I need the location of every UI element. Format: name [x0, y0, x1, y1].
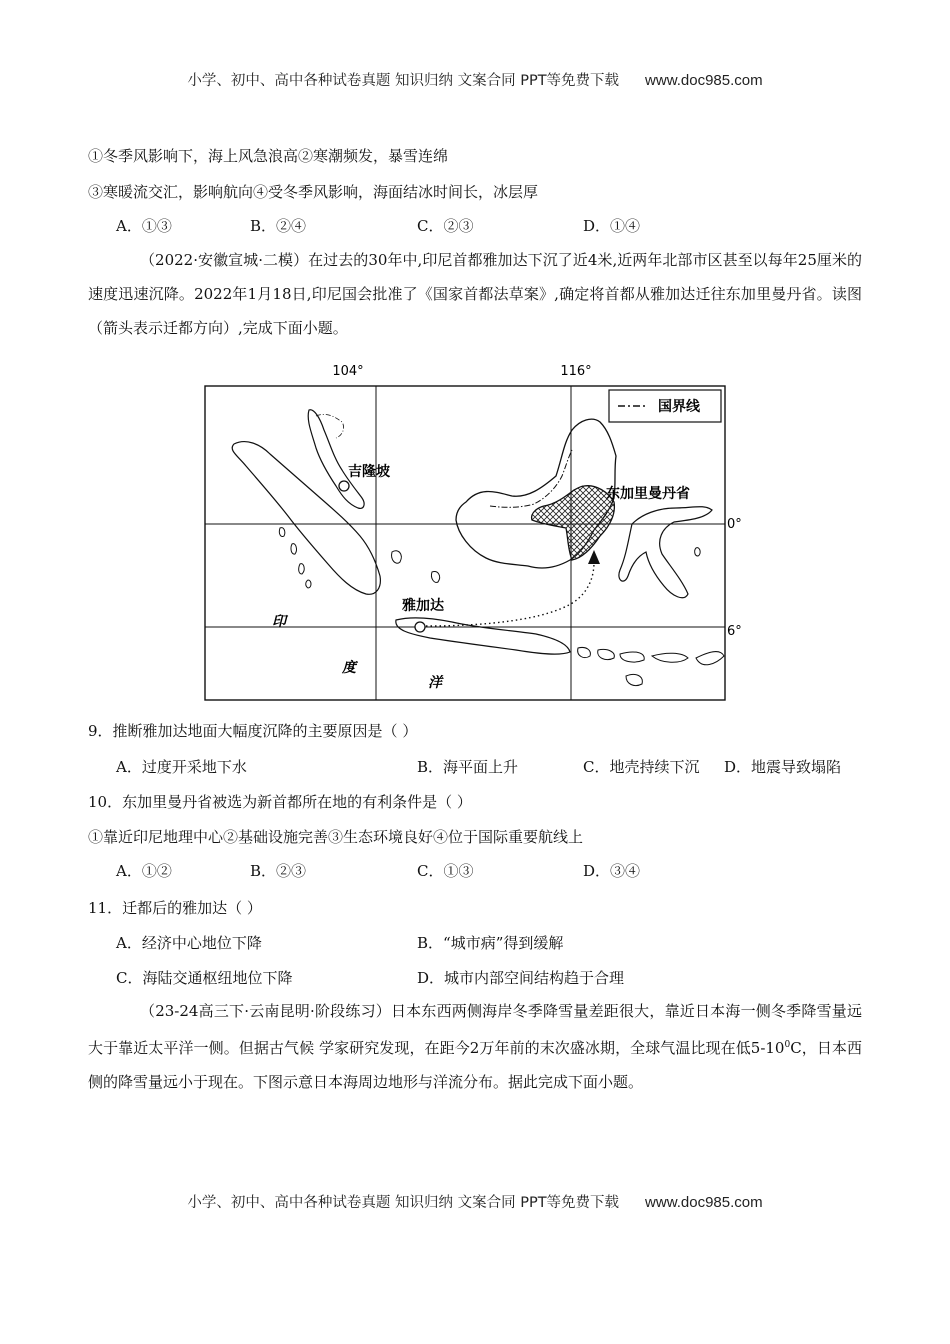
- q10-stem: 10．东加里曼丹省被选为新首都所在地的有利条件是（ ）: [88, 793, 472, 811]
- kuala-lumpur-dot: [339, 481, 349, 491]
- footer-site[interactable]: www.doc985.com: [645, 1194, 763, 1211]
- intro-2-part-2: C，日本西侧的降雪量远小于现在。下图示意日本海周边地形与洋流分布。据此完成下面小题。: [88, 1039, 863, 1091]
- map-lat-0: 0°: [727, 517, 742, 532]
- q9-option-a: A．过度开采地下水: [116, 758, 247, 776]
- q9-option-c: C．地壳持续下沉: [583, 758, 700, 776]
- map-lat-6: 6°: [727, 624, 742, 639]
- jakarta-label: 雅加达: [402, 598, 444, 614]
- prev-option-a: A．①③: [116, 217, 172, 235]
- intro-2-sup: 0: [784, 1040, 791, 1050]
- page-header: [0, 69, 950, 90]
- q10-option-d: D．③④: [583, 862, 641, 880]
- map-lon-116: 116°: [560, 364, 592, 379]
- q9-option-b: B．海平面上升: [417, 758, 519, 776]
- q9-option-d: D．地震导致塌陷: [724, 758, 842, 776]
- q9-stem: 9．推断雅加达地面大幅度沉降的主要原因是（ ）: [88, 722, 418, 740]
- q11-option-a: A．经济中心地位下降: [116, 934, 262, 952]
- prev-option-d: D．①④: [583, 217, 641, 235]
- map-lon-104: 104°: [332, 364, 364, 379]
- q10-option-a: A．①②: [116, 862, 172, 880]
- kuala-lumpur-label: 吉隆坡: [348, 464, 390, 480]
- prev-item-1: ①冬季风影响下，海上风急浪高②寒潮频发，暴雪连绵: [88, 147, 449, 165]
- q11-option-c: C．海陆交通枢纽地位下降: [116, 969, 293, 987]
- ocean-label-1: 印: [272, 614, 286, 630]
- q10-items: ①靠近印尼地理中心②基础设施完善③生态环境良好④位于国际重要航线上: [88, 828, 584, 846]
- q11-stem: 11．迁都后的雅加达（ ）: [88, 899, 262, 917]
- legend-label: 国界线: [658, 399, 700, 415]
- footer-text: 小学、初中、高中各种试卷真题 知识归纳 文案合同 PPT等免费下载: [187, 1195, 620, 1211]
- indonesia-map: [196, 358, 742, 704]
- q10-option-b: B．②③: [250, 862, 307, 880]
- prev-item-2: ③寒暖流交汇，影响航向④受冬季风影响，海面结冰时间长，冰层厚: [88, 183, 539, 201]
- ocean-label-2: 度: [342, 660, 356, 676]
- q11-option-d: D．城市内部空间结构趋于合理: [417, 969, 625, 987]
- q11-option-b: B．“城市病”得到缓解: [417, 934, 564, 952]
- header-text: 小学、初中、高中各种试卷真题 知识归纳 文案合同 PPT等免费下载: [187, 73, 620, 89]
- intro-paragraph-2: [88, 994, 862, 1099]
- map-frame: [205, 386, 725, 700]
- page-footer: [0, 1191, 950, 1212]
- prev-option-b: B．②④: [250, 217, 307, 235]
- east-kalimantan-label: 东加里曼丹省: [606, 486, 690, 502]
- intro-2-part-1: （23-24高三下·云南昆明·阶段练习）日本东西两侧海岸冬季降雪量差距很大，靠近日本海一侧冬季降雪量远大于靠近太平洋一侧。但据古气候 学家研究发现，在距今2万年前的末次盛冰期，全球气温比现在低5-10: [88, 1002, 862, 1057]
- header-site[interactable]: www.doc985.com: [645, 72, 763, 89]
- q10-option-c: C．①③: [417, 862, 474, 880]
- ocean-label-3: 洋: [428, 675, 442, 691]
- prev-option-c: C．②③: [417, 217, 474, 235]
- intro-paragraph-1: （2022·安徽宣城·二模）在过去的30年中,印尼首都雅加达下沉了近4米,近两年北部市区甚至以每年25厘米的速度迅速沉降。2022年1月18日,印尼国会批准了《国家首都法草案》,确定将首都从雅加达迁往东加里曼丹省。读图（箭头表示迁都方向）,完成下面小题。: [88, 251, 862, 337]
- jakarta-dot: [415, 622, 425, 632]
